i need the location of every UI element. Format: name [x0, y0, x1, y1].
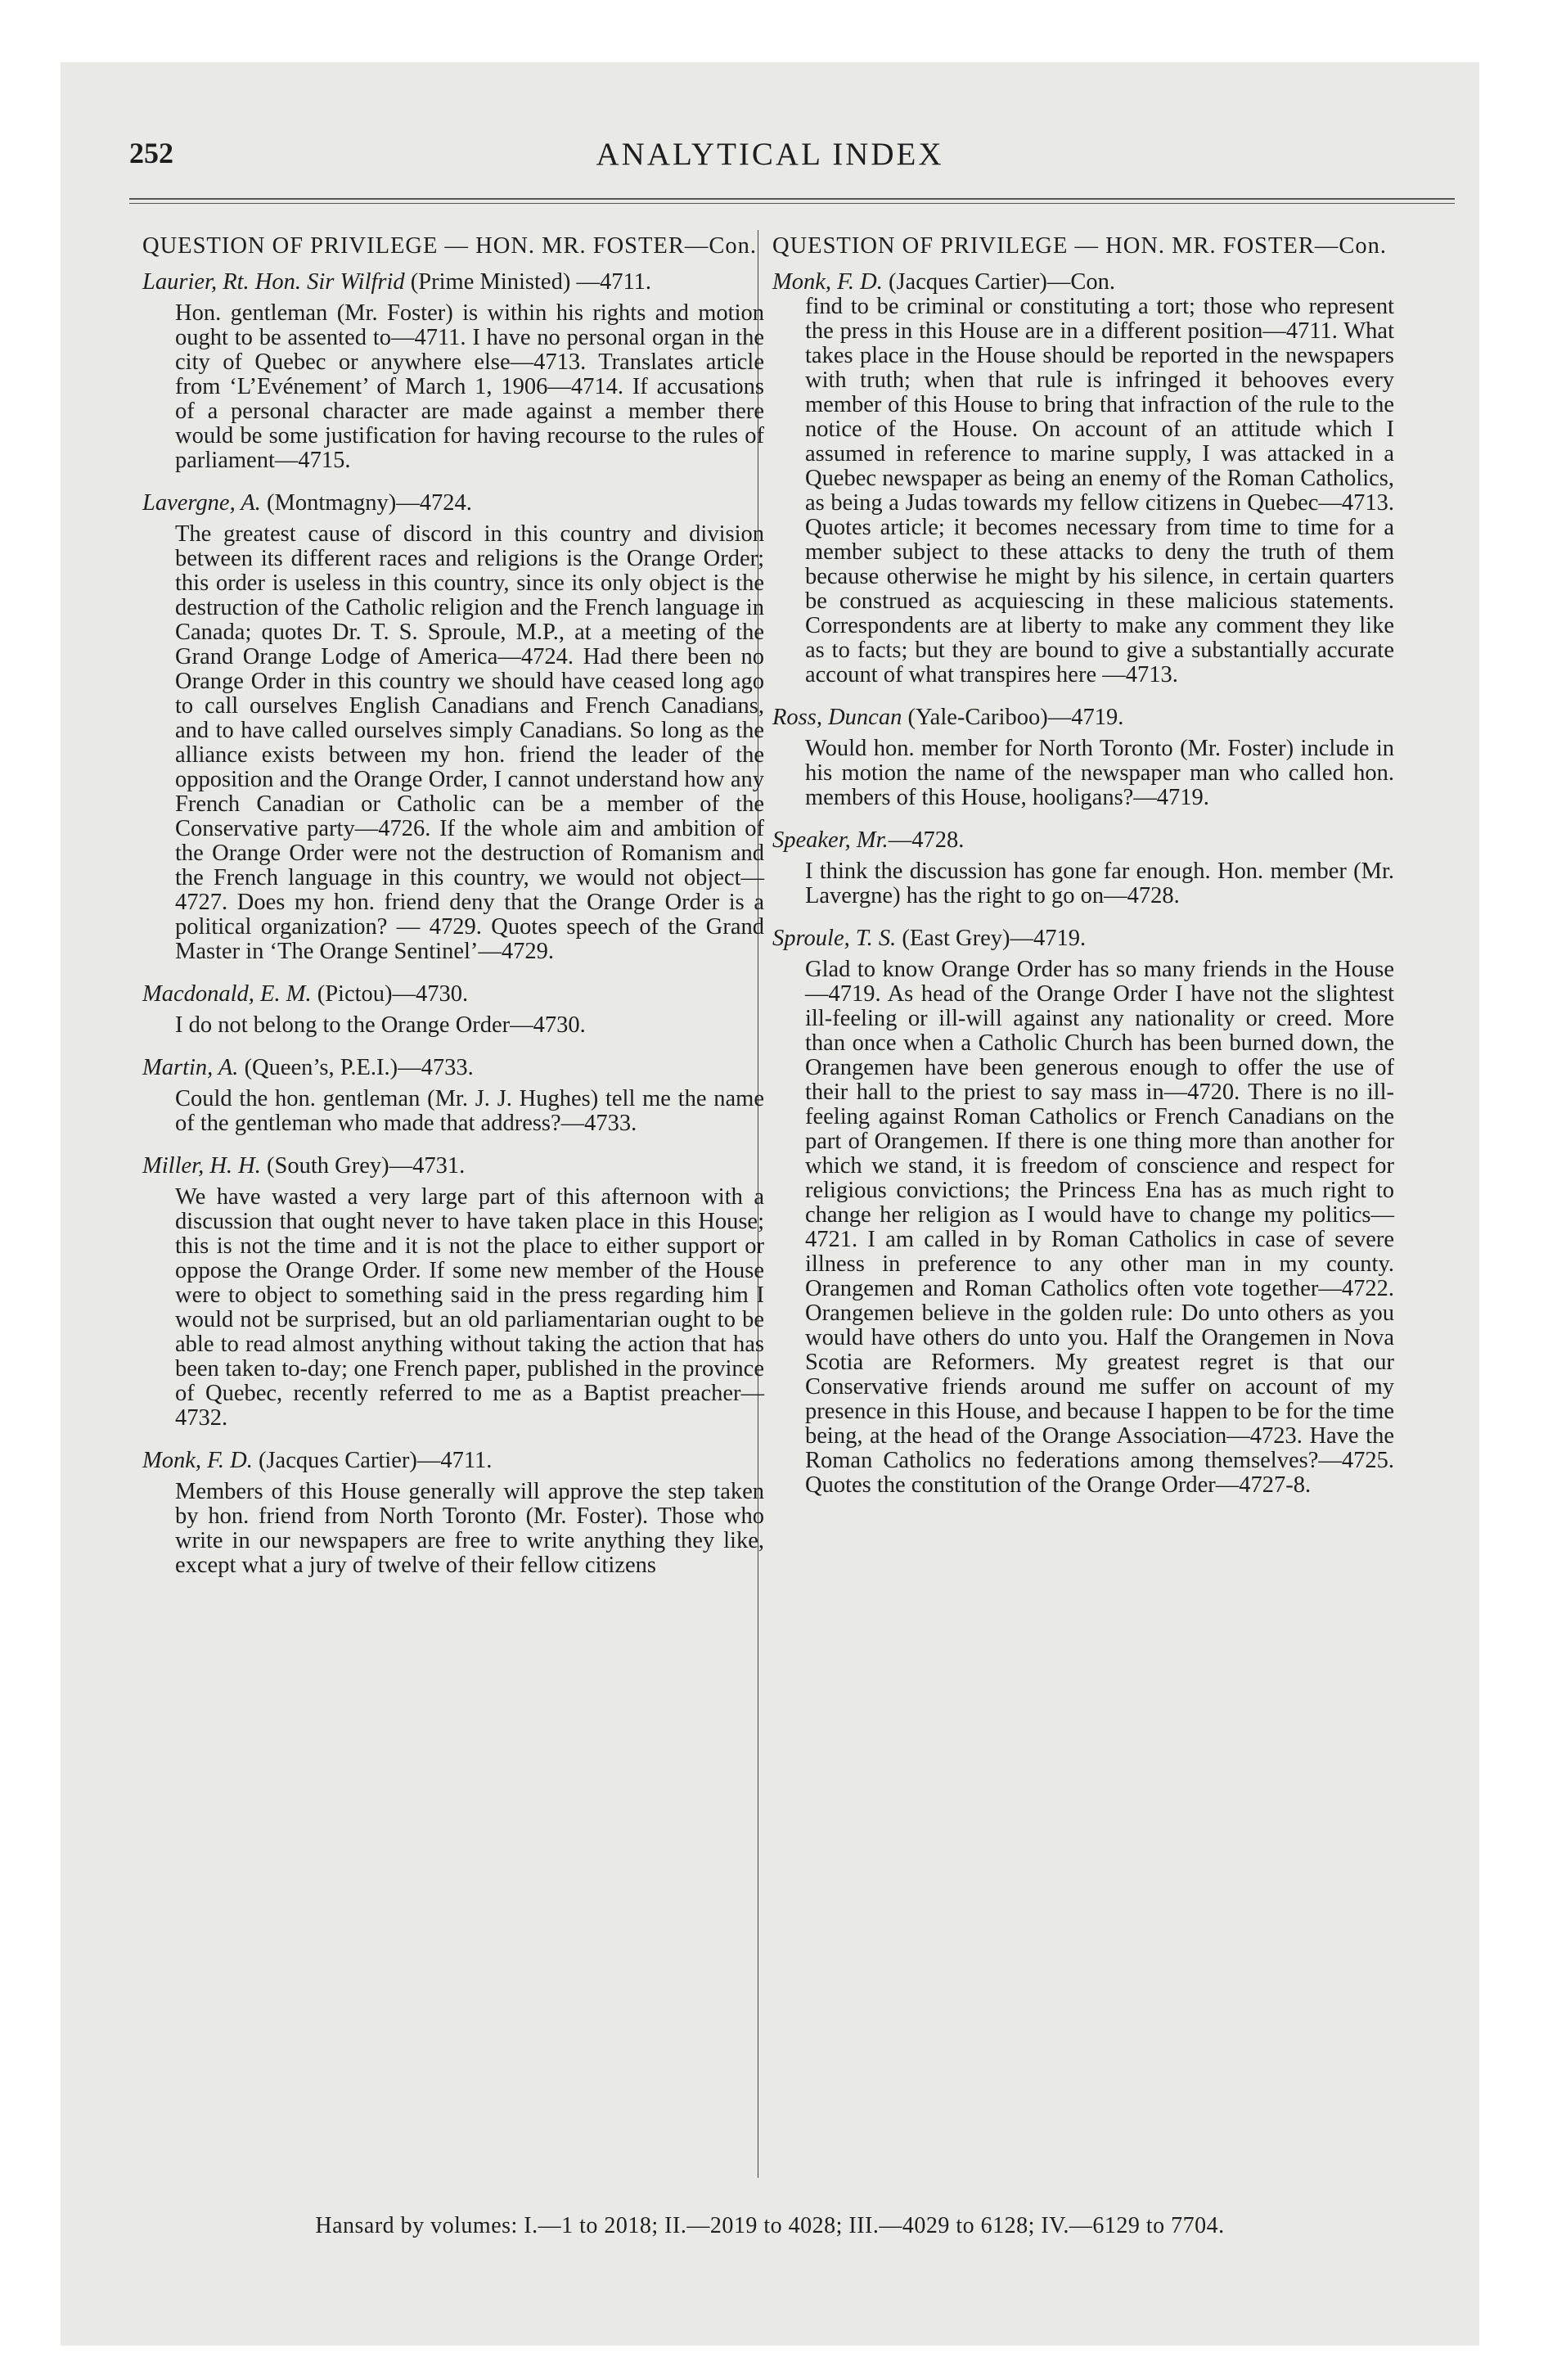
speaker-line [142, 982, 764, 1007]
speaker-name: Macdonald, E. M. [142, 981, 312, 1007]
speaker-name: Ross, Duncan [772, 705, 902, 730]
speaker-detail: (Yale-Cariboo)—4719. [902, 705, 1124, 730]
entry-text: The greatest cause of discord in this country and division between its different races and religions is the Orange Order; this order is useless in this country, since its only object is the destruction of the Catholic religion and the French language in Canada; quotes Dr. T. S. Sproule, M.P., at a meeting of the Grand Orange Lodge of America—4724. Had there been no Orange Order in this country we should have ceased long ago to call ourselves English Canadians and French Canadians, and to have called ourselves simply Canadians. So long as the alliance exists between my hon. friend the leader of the opposition and the Orange Order, I cannot understand how any French Canadian or Catholic can be a member of the Conservative party—4726. If the whole aim and ambition of the Orange Order were not the destruction of Romanism and the French language in this country, we would not object—4727. Does my hon. friend deny that the Orange Order is a political organization? — 4729. Quotes speech of the Grand Master in ‘The Orange Sentinel’—4729. [175, 521, 764, 964]
speaker-name: Monk, F. D. [142, 1448, 253, 1473]
speaker-detail: (Queen’s, P.E.I.)—4733. [238, 1055, 474, 1080]
speaker-name: Martin, A. [142, 1055, 239, 1080]
entry-text: I think the discussion has gone far enough. Hon. member (Mr. Lavergne) has the right to go on—4728. [805, 859, 1394, 908]
entry-text: Glad to know Orange Order has so many friends in the House—4719. As head of the Orange Order I have not the slightest ill-feeling or ill-will against any nationality or creed. More than once when a Catholic Church has been burned down, the Orangemen have been generous enough to offer the use of their hall to the priest to say mass in—4720. There is no ill-feeling against Roman Catholics or French Canadians on the part of Orangemen. If there is one thing more than another for which we stand, it is freedom of conscience and respect for religious convictions; the Princess Ena has as much right to change her religion as I would have to change my politics—4721. I am called in by Roman Catholics in case of severe illness in preference to any other man in my county. Orangemen and Roman Catholics often vote together—4722. Orangemen believe in the golden rule: Do unto others as you would have others do unto you. Half the Orangemen in Nova Scotia are Reformers. My greatest regret is that our Conservative friends around me suffer on account of my presence in this House, and because I happen to be for the time being, at the head of the Orange Association—4723. Have the Roman Catholics no federations among themselves?—4725. Quotes the constitution of the Orange Order—4727-8. [805, 957, 1394, 1498]
speaker-name: Speaker, Mr. [772, 827, 889, 853]
speaker-name: Miller, H. H. [142, 1153, 261, 1179]
index-entry [772, 926, 1394, 1498]
speaker-name: Laurier, Rt. Hon. Sir Wilfrid [142, 269, 405, 295]
index-entry [772, 828, 1394, 908]
index-entry [142, 1449, 764, 1578]
index-entry [142, 270, 764, 473]
speaker-detail: (Prime Ministed) —4711. [404, 269, 652, 295]
speaker-line [142, 270, 764, 295]
header-rule [129, 198, 1455, 200]
entry-text: find to be criminal or constituting a tort; those who represent the press in this House are in a different position—4711. What takes place in the House should be reported in the newspapers with truth; when that rule is infringed it behooves every member of this House to bring that infraction of the rule to the notice of the House. On account of an attitude which I assumed in reference to marine supply, I was attacked in a Quebec newspaper as being an enemy of the Roman Catholics, as being a Judas towards my fellow citizens in Quebec—4713. Quotes article; it becomes necessary from time to time for a member subject to these attacks to deny the truth of them because otherwise he might by his silence, in certain quarters be construed as acquiescing in these malicious statements. Correspondents are at liberty to make any comment they like as to facts; but they are bound to give a substantially accurate account of what transpires here —4713. [805, 294, 1394, 687]
speaker-detail: (Jacques Cartier)—Con. [882, 269, 1115, 295]
entry-text: Would hon. member for North Toronto (Mr. Foster) include in his motion the name of the newspaper man who called hon. members of this House, hooligans?—4719. [805, 736, 1394, 810]
entry-text: I do not belong to the Orange Order—4730. [175, 1012, 586, 1038]
continuation-heading: QUESTION OF PRIVILEGE — HON. MR. FOSTER—Con. [142, 233, 757, 259]
speaker-line [142, 1449, 764, 1473]
speaker-name: Lavergne, A. [142, 490, 261, 516]
speaker-line [142, 1056, 764, 1080]
index-entry [772, 270, 1394, 687]
speaker-detail: (East Grey)—4719. [896, 926, 1087, 951]
entry-text: We have wasted a very large part of this afternoon with a discussion that ought never to have taken place in this House; this is not the time and it is not the place to either support or oppose the Orange Order. If some new member of the House were to object to something said in the press regarding him I would not be surprised, but an old parliamentarian ought to be able to read almost anything without taking the action that has been taken to-day; one French paper, published in the province of Quebec, recently referred to me as a Baptist preacher—4732. [175, 1184, 764, 1431]
speaker-name: Sproule, T. S. [772, 926, 897, 951]
speaker-line [772, 705, 1394, 730]
speaker-name: Monk, F. D. [772, 269, 883, 295]
index-entry [142, 1056, 764, 1136]
speaker-detail: (South Grey)—4731. [260, 1153, 466, 1179]
entry-text: Hon. gentleman (Mr. Foster) is within his rights and motion ought to be assented to—4711. I have no personal organ in the city of Quebec or anywhere else—4713. Translates article from ‘L’Evénement’ of March 1, 1906—4714. If accusations of a personal character are made against a member there would be some justification for having recourse to the rules of parliament—4715. [175, 300, 764, 473]
scanned-page [61, 62, 1479, 2346]
right-column [772, 234, 1394, 1498]
speaker-line [142, 491, 764, 516]
speaker-detail: (Pictou)—4730. [311, 981, 469, 1007]
index-entry [142, 1154, 764, 1431]
page-header [61, 136, 1479, 185]
left-column [142, 234, 764, 1578]
index-entry [142, 491, 764, 964]
speaker-line [142, 1154, 764, 1179]
entry-text: Could the hon. gentleman (Mr. J. J. Hughes) tell me the name of the gentleman who made that address?—4733. [175, 1086, 764, 1136]
speaker-detail: —4728. [888, 827, 965, 853]
speaker-line [772, 926, 1394, 951]
index-entry [142, 982, 764, 1038]
speaker-detail: (Montmagny)—4724. [260, 490, 472, 516]
running-head: ANALYTICAL INDEX [596, 137, 944, 172]
page-number: 252 [129, 137, 173, 169]
speaker-line [772, 270, 1394, 295]
speaker-line [772, 828, 1394, 853]
continuation-heading: QUESTION OF PRIVILEGE — HON. MR. FOSTER—Con. [772, 233, 1387, 259]
entry-text: Members of this House generally will approve the step taken by hon. friend from North Toronto (Mr. Foster). Those who write in our newspapers are free to write anything they like, except what a jury of twelve of their fellow citizens [175, 1479, 764, 1578]
speaker-detail: (Jacques Cartier)—4711. [252, 1448, 493, 1473]
index-entry [772, 705, 1394, 810]
page-footer: Hansard by volumes: I.—1 to 2018; II.—2019 to 4028; III.—4029 to 6128; IV.—6129 to 7704. [315, 2213, 1225, 2238]
header-rule-thin [129, 203, 1455, 204]
